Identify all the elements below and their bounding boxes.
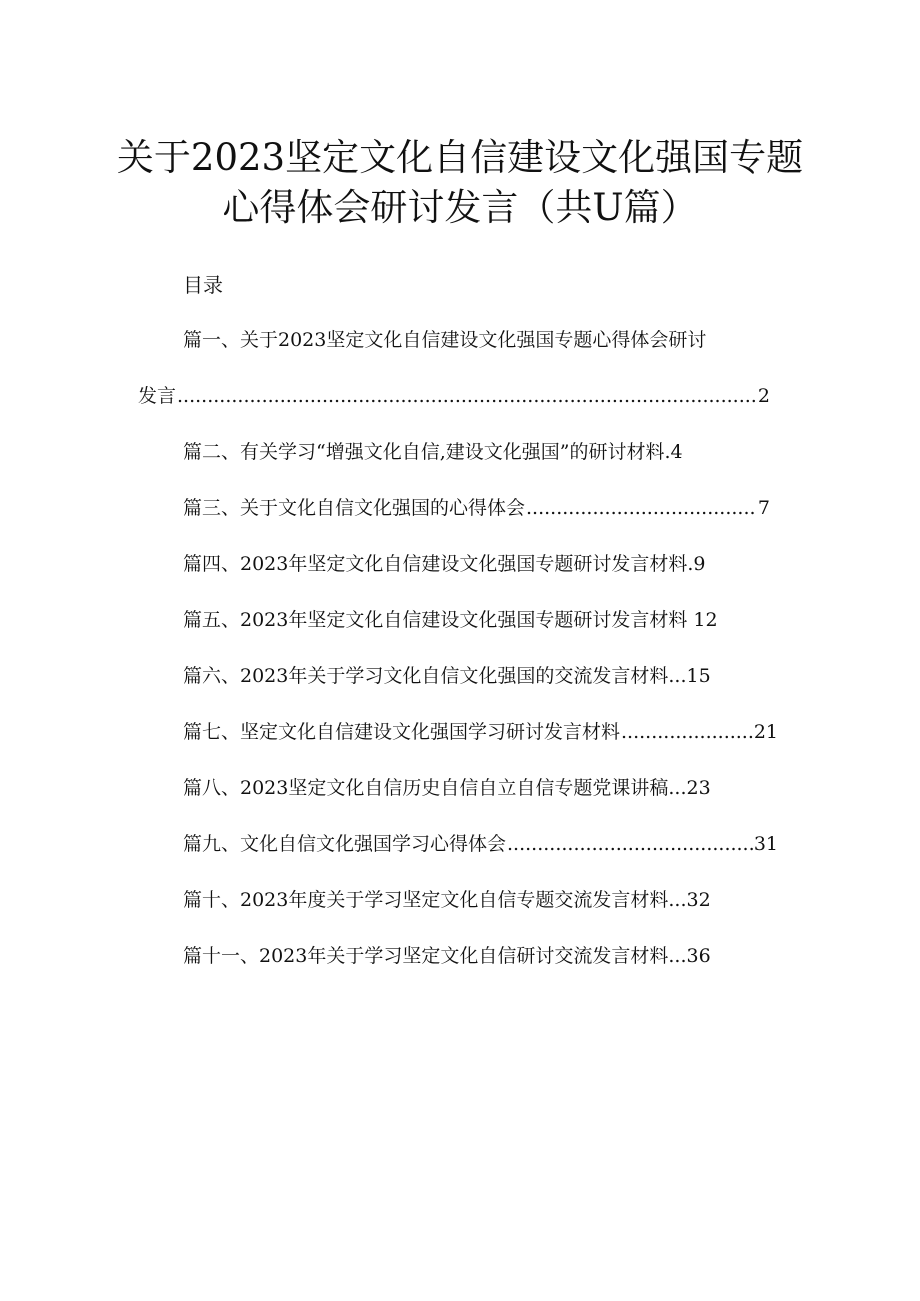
toc-entry-2 bbox=[183, 437, 683, 467]
toc-entry-10-text: 篇十、2023年度关于学习坚定文化自信专题交流发言材料 bbox=[183, 889, 669, 911]
toc-leader-dots bbox=[177, 381, 757, 411]
toc-entry-4-text: 篇四、2023年坚定文化自信建设文化强国专题研讨发言材料 bbox=[183, 553, 688, 575]
toc-entry-11-page: 36 bbox=[686, 945, 711, 967]
toc-entry-5-text: 篇五、2023年坚定文化自信建设文化强国专题研讨发言材料 bbox=[183, 609, 688, 631]
toc-entry-8-page: 23 bbox=[686, 777, 711, 799]
toc-entry-6-text: 篇六、2023年关于学习文化自信文化强国的交流发言材料 bbox=[183, 665, 669, 687]
toc-entry-4 bbox=[183, 549, 706, 579]
toc-leader-dots bbox=[507, 829, 753, 859]
toc-entry-5 bbox=[183, 605, 718, 635]
toc-entry-1-page: 2 bbox=[757, 385, 770, 407]
toc-entry-1-cont: 发言 bbox=[138, 385, 177, 407]
toc-entry-11-text: 篇十一、2023年关于学习坚定文化自信研讨交流发言材料 bbox=[183, 945, 669, 967]
toc-entry-1-text: 篇一、关于2023坚定文化自信建设文化强国专题心得体会研讨 bbox=[183, 329, 707, 351]
document-title-line-2: 心得体会研讨发言（共U篇） bbox=[222, 186, 698, 229]
toc-entry-10 bbox=[183, 885, 711, 915]
document-title-line-1: 关于2023坚定文化自信建设文化强国专题 bbox=[116, 136, 804, 179]
toc-entry-6 bbox=[183, 661, 711, 691]
toc-entry-10-page: 32 bbox=[686, 889, 711, 911]
toc-leader-dots bbox=[621, 717, 753, 747]
toc-entry-9-page: 31 bbox=[753, 833, 778, 855]
toc-entry-9 bbox=[183, 829, 778, 859]
toc-entry-1 bbox=[138, 381, 770, 411]
toc-entry-2-page: 4 bbox=[670, 441, 683, 463]
toc-entry-6-sep: ... bbox=[668, 665, 687, 687]
toc-entry-7 bbox=[183, 717, 778, 747]
toc-entry-8-sep: ... bbox=[668, 777, 687, 799]
toc-entry-7-page: 21 bbox=[753, 721, 778, 743]
toc-heading: 目录 bbox=[183, 273, 223, 297]
toc-entry-11 bbox=[183, 941, 711, 971]
toc-entry-8-text: 篇八、2023坚定文化自信历史自信自立自信专题党课讲稿 bbox=[183, 777, 669, 799]
toc-entry-2-sep: . bbox=[664, 441, 671, 463]
toc-entry-5-page: 12 bbox=[693, 609, 718, 631]
toc-entry-9-text: 篇九、文化自信文化强国学习心得体会 bbox=[183, 833, 507, 855]
toc-entry-7-text: 篇七、坚定文化自信建设文化强国学习研讨发言材料 bbox=[183, 721, 621, 743]
toc-entry-10-sep: ... bbox=[668, 889, 687, 911]
toc-entry-3-text: 篇三、关于文化自信文化强国的心得体会 bbox=[183, 497, 526, 519]
toc-entry-3 bbox=[183, 493, 770, 523]
toc-entry-3-page: 7 bbox=[757, 497, 770, 519]
toc-entry-4-sep: . bbox=[687, 553, 694, 575]
toc-leader-dots bbox=[526, 493, 757, 523]
toc-entry-4-page: 9 bbox=[693, 553, 706, 575]
toc-entry-11-sep: ... bbox=[668, 945, 687, 967]
toc-entry-2-text: 篇二、有关学习“增强文化自信,建设文化强国”的研讨材料 bbox=[183, 441, 665, 463]
toc-entry-6-page: 15 bbox=[686, 665, 711, 687]
toc-entry-8 bbox=[183, 773, 711, 803]
